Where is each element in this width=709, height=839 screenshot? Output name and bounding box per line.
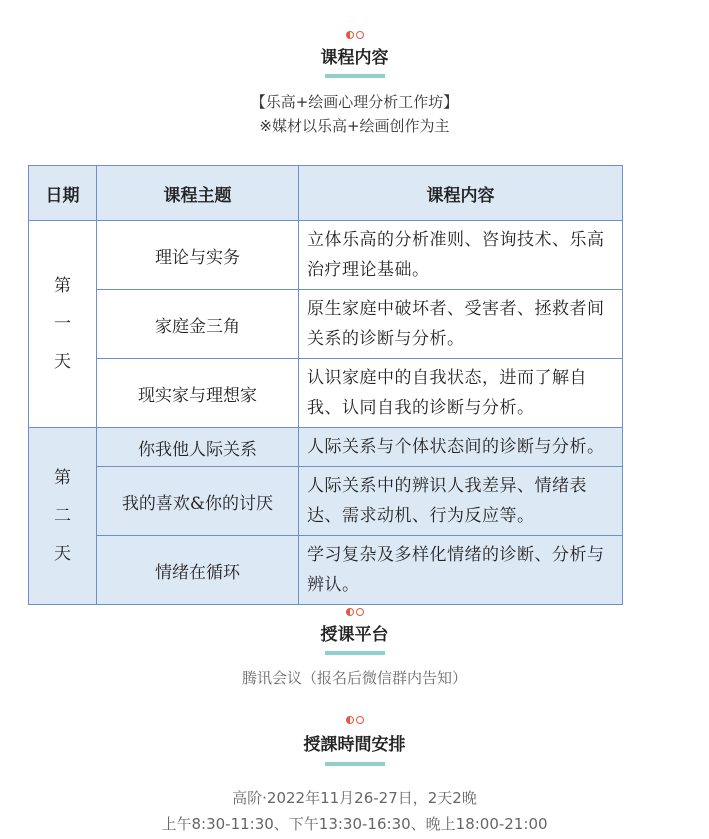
platform-title-bar: [325, 651, 385, 655]
table-row: [29, 428, 623, 467]
platform-section-title: 授课平台: [320, 625, 389, 645]
day-two-char-3: 天: [54, 544, 71, 564]
header-content: 课程内容: [299, 166, 623, 221]
content-cell: 原生家庭中破坏者、受害者、拯救者间关系的诊断与分析。: [299, 290, 623, 359]
topic-cell: 你我他人际关系: [97, 428, 299, 467]
topic-cell: 理论与实务: [97, 221, 299, 290]
schedule-title-bar: [325, 762, 385, 766]
half-dot-icon: [346, 31, 354, 39]
half-dot-icon: [346, 716, 354, 724]
header-date: 日期: [29, 166, 97, 221]
day-one-cell: [29, 221, 97, 428]
platform-text-wrap: [0, 667, 709, 689]
table-row: [29, 221, 623, 290]
course-section-title: 课程内容: [320, 48, 389, 68]
ring-dot-icon: [356, 31, 364, 39]
course-section-header: [0, 24, 709, 78]
table-row: [29, 290, 623, 359]
topic-cell: 我的喜欢&你的讨厌: [97, 467, 299, 536]
decor-dots-icon: [346, 31, 364, 39]
content-cell: 人际关系与个体状态间的诊断与分析。: [299, 428, 623, 467]
content-cell: 立体乐高的分析准则、咨询技术、乐高治疗理论基础。: [299, 221, 623, 290]
day-two-cell: [29, 428, 97, 605]
day-one-char-1: 第: [54, 276, 71, 296]
table-row: [29, 359, 623, 428]
content-cell: 学习复杂及多样化情绪的诊断、分析与辨认。: [299, 536, 623, 605]
decor-dots-icon: [346, 716, 364, 724]
platform-section-header: [0, 601, 709, 655]
schedule-section-header: [0, 709, 709, 766]
table-header-row: [29, 166, 623, 221]
course-title-bar: [325, 74, 385, 78]
platform-text: 腾讯会议（报名后微信群内告知）: [241, 669, 467, 687]
course-subtitle-2: ※媒材以乐高+绘画创作为主: [259, 117, 450, 135]
ring-dot-icon: [356, 608, 364, 616]
day-one-char-3: 天: [54, 352, 71, 372]
course-table: [28, 165, 623, 605]
day-one-char-2: 一: [54, 314, 71, 334]
table-row: [29, 467, 623, 536]
header-topic: 课程主题: [97, 166, 299, 221]
table-row: [29, 536, 623, 605]
day-two-char-2: 二: [54, 506, 71, 526]
schedule-line-2: 上午8:30-11:30、下午13:30-16:30、晚上18:00-21:00: [161, 815, 548, 833]
content-cell: 人际关系中的辨识人我差异、情绪表达、需求动机、行为反应等。: [299, 467, 623, 536]
schedule-line-1: 高阶·2022年11月26-27日，2天2晚: [232, 789, 477, 807]
course-subtitles: [0, 91, 709, 137]
topic-cell: 家庭金三角: [97, 290, 299, 359]
content-cell: 认识家庭中的自我状态，进而了解自我、认同自我的诊断与分析。: [299, 359, 623, 428]
decor-dots-icon: [346, 608, 364, 616]
half-dot-icon: [346, 608, 354, 616]
course-subtitle-1: 【乐高+绘画心理分析工作坊】: [250, 93, 459, 111]
schedule-lines: [0, 787, 709, 835]
topic-cell: 现实家与理想家: [97, 359, 299, 428]
schedule-section-title: 授課時間安排: [303, 735, 406, 755]
topic-cell: 情绪在循环: [97, 536, 299, 605]
day-two-char-1: 第: [54, 468, 71, 488]
ring-dot-icon: [356, 716, 364, 724]
